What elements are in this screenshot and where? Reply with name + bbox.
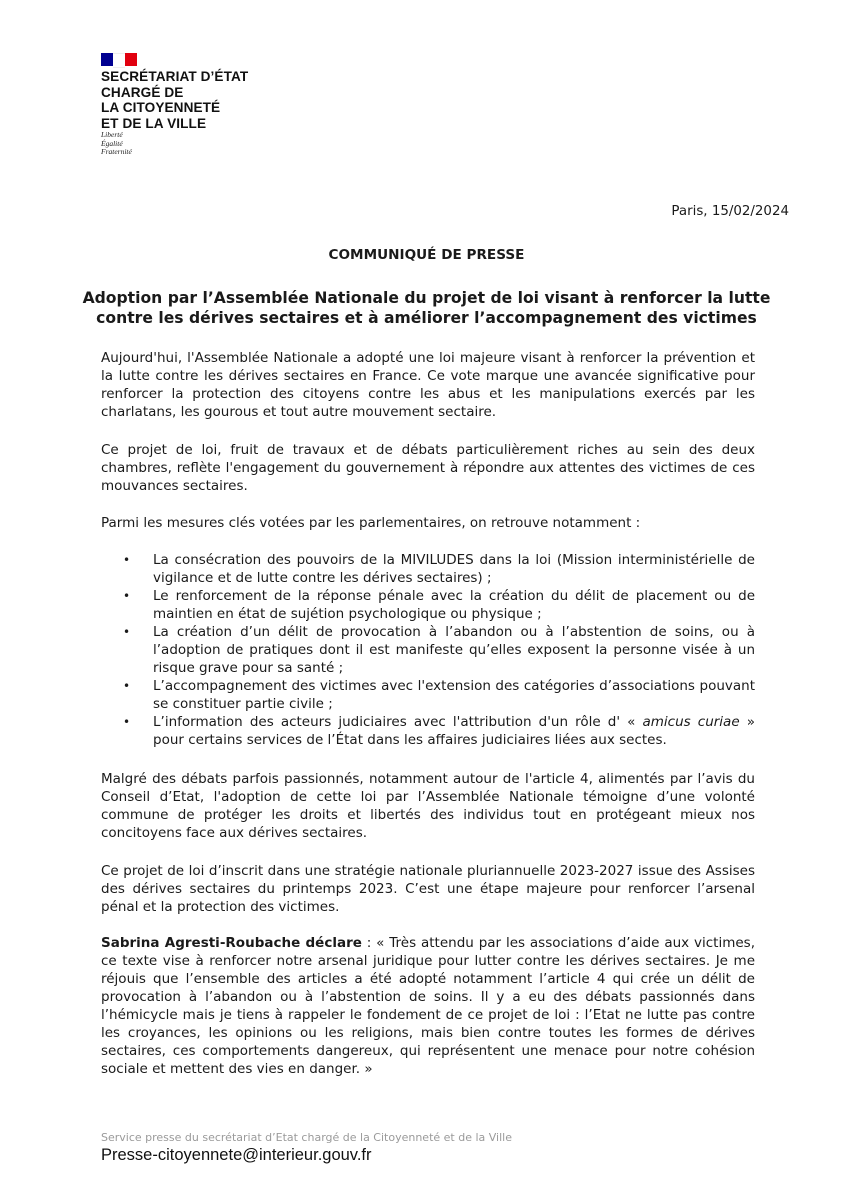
amicus-curiae-term: amicus curiae <box>642 714 740 730</box>
motto-liberte: Liberté <box>101 130 123 139</box>
ministry-line: ET DE LA VILLE <box>101 115 207 131</box>
measure-item <box>101 713 755 749</box>
measure-item: • Le renforcement de la réponse pénale avec la création du délit de placement ou de maintien en état de sujétion psychologique ou physique ; <box>101 587 755 623</box>
document-label: COMMUNIQUÉ DE PRESSE <box>328 247 525 263</box>
ministry-line: LA CITOYENNETÉ <box>101 100 221 115</box>
paragraph-intro: Aujourd'hui, l'Assemblée Nationale a adopté une loi majeure visant à renforcer la prévention et la lutte contre les dérives sectaires en France. Ce vote marque une avancée significative pour renforcer la protection des citoyens contre les abus et les manipulations exercés par les charlatans, les gourous et tout autre mouvement sectaire. <box>101 350 755 420</box>
measure-item: • La création d’un délit de provocation à l’abandon ou à l’abstention de soins, ou à l’adoption de pratiques dont il est manifeste qu’elles exposent la personne visée à un risque grave pour sa santé ; <box>101 623 755 677</box>
paragraph-context: Ce projet de loi, fruit de travaux et de débats particulièrement riches au sein des deux chambres, reflète l'engagement du gouvernement à répondre aux attentes des victimes de ces mouvances sectaires. <box>101 442 755 494</box>
measure-text: L’information des acteurs judiciaires avec l'attribution d'un rôle d' « <box>153 714 643 730</box>
footer-press-service: Service presse du secrétariat d’Etat chargé de la Citoyenneté et de la Ville <box>101 1131 512 1144</box>
motto-egalite: Égalité <box>101 138 123 148</box>
date-line: Paris, 15/02/2024 <box>671 204 789 219</box>
footer-contact-email[interactable]: Presse-citoyennete@interieur.gouv.fr <box>101 1146 372 1164</box>
measure-item: • La consécration des pouvoirs de la MIVILUDES dans la loi (Mission interministérielle de vigilance et de lutte contre les dérives sectaires) ; <box>101 551 755 587</box>
speaker-name: Sabrina Agresti-Roubache déclare <box>101 935 362 951</box>
paragraph-measures-intro: Parmi les mesures clés votées par les parlementaires, on retrouve notamment : <box>101 515 641 531</box>
motto-fraternite: Fraternité <box>101 147 132 157</box>
marianne-flag-logo <box>101 53 137 66</box>
ministry-line: CHARGÉ DE <box>101 84 184 100</box>
ministry-name <box>101 69 248 131</box>
measures-list <box>101 551 755 749</box>
quote-text: : « Très attendu par les associations d’aide aux victimes, ce texte vise à renforcer notre arsenal juridique pour lutter contre les dérives sectaires. Je me réjouis que l’ensemble des articles a été adopté notamment l’article 4 qui crée un délit de provocation à l’abandon ou à l’abstention de soins. Il y a eu des débats passionnés dans l’hémicycle mais je tiens à rappeler le fondement de ce projet de loi : l’Etat ne lutte pas contre les croyances, les opinions ou les religions, mais bien contre toutes les formes de dérives sectaires, ces comportements dangereux, qui représentent une menace pour notre cohésion sociale et mettent des vies en danger. » <box>101 935 755 1077</box>
paragraph-debates: Malgré des débats parfois passionnés, notamment autour de l'article 4, alimentés par l’avis du Conseil d’Etat, l'adoption de cette loi par l’Assemblée Nationale témoigne d’une volonté commune de protéger les droits et libertés des individus tout en protégeant mieux nos concitoyens face aux dérives sectaires. <box>101 771 755 841</box>
ministry-line: SECRÉTARIAT D’ÉTAT <box>101 69 249 84</box>
paragraph-strategy: Ce projet de loi d’inscrit dans une stratégie nationale pluriannuelle 2023-2027 issue des Assises des dérives sectaires du printemps 2023. C’est une étape majeure pour renforcer l’arsenal pénal et la protection des victimes. <box>101 863 755 915</box>
paragraph-quote <box>101 934 755 1078</box>
measure-item: • L’accompagnement des victimes avec l'extension des catégories d’associations pouvant se constituer partie civile ; <box>101 677 755 713</box>
measure-text: » pour certains services de l’État dans les affaires judiciaires liées aux sectes. <box>153 714 755 748</box>
press-release-title: Adoption par l’Assemblée Nationale du projet de loi visant à renforcer la lutte contre les dérives sectaires et à améliorer l’accompagnement des victimes <box>82 289 771 327</box>
republic-motto <box>101 131 132 157</box>
